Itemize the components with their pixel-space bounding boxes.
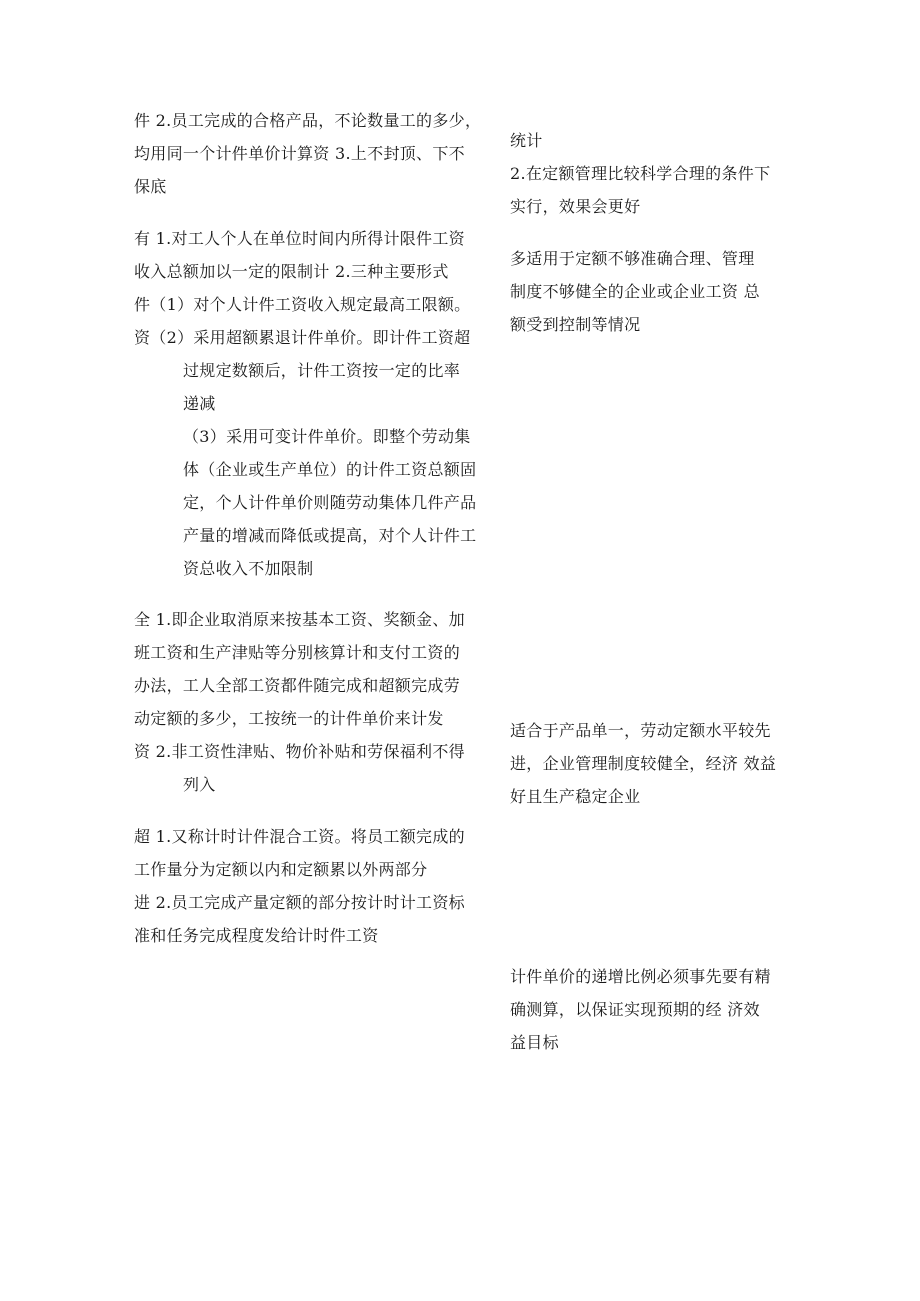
text-line: 件（1）对个人计件工资收入规定最高工限额。 <box>134 295 471 314</box>
text-line: 定，个人计件单价则随劳动集体几件产品 <box>183 493 477 512</box>
text-line: 班工资和生产津贴等分别核算计和支付工资的 <box>134 643 461 662</box>
text-line: 全 1.即企业取消原来按基本工资、奖额金、加 <box>134 610 465 629</box>
text-line: 体（企业或生产单位）的计件工资总额固 <box>183 460 477 479</box>
text-line: 超 1.又称计时计件混合工资。将员工额完成的 <box>134 827 465 846</box>
text-line: 件 2.员工完成的合格产品，不论数量工的多少， <box>134 111 482 130</box>
text-line: 资 2.非工资性津贴、物价补贴和劳保福利不得 <box>134 742 465 761</box>
text-line: 收入总额加以一定的限制计 2.三种主要形式 <box>134 262 449 281</box>
text-line: 2.在定额管理比较科学合理的条件下 <box>510 164 771 183</box>
text-line: 进，企业管理制度较健全，经济 效益 <box>510 754 777 773</box>
text-line: 适合于产品单一，劳动定额水平较先 <box>510 721 771 740</box>
text-line: 过规定数额后，计件工资按一定的比率 <box>183 361 461 380</box>
text-line: 实行，效果会更好 <box>510 197 641 216</box>
text-line: 有 1.对工人个人在单位时间内所得计限件工资 <box>134 229 465 248</box>
text-line: 统计 <box>510 131 543 150</box>
text-line: 进 2.员工完成产量定额的部分按计时计工资标 <box>134 893 465 912</box>
text-line: 多适用于定额不够准确合理、管理 <box>510 249 755 268</box>
text-line: 产量的增减而降低或提高，对个人计件工 <box>183 526 477 545</box>
text-line: 好且生产稳定企业 <box>510 787 641 806</box>
text-line: 额受到控制等情况 <box>510 315 641 334</box>
text-line: 益目标 <box>510 1033 559 1052</box>
text-line: 保底 <box>134 177 167 196</box>
text-line: 列入 <box>183 775 216 794</box>
text-line: 办法，工人全部工资都件随完成和超额完成劳 <box>134 676 461 695</box>
text-line: 确测算，以保证实现预期的经 济效 <box>510 1000 760 1019</box>
text-line: 工作量分为定额以内和定额累以外两部分 <box>134 860 428 879</box>
text-line: 递减 <box>183 394 216 413</box>
text-line: 资总收入不加限制 <box>183 559 314 578</box>
text-line: 均用同一个计件单价计算资 3.上不封顶、下不 <box>134 144 465 163</box>
text-line: 资（2）采用超额累退计件单价。即计件工资超 <box>134 328 471 347</box>
text-line: 准和任务完成程度发给计时件工资 <box>134 926 379 945</box>
text-line: 动定额的多少，工按统一的计件单价来计发 <box>134 709 444 728</box>
text-line: （3）采用可变计件单价。即整个劳动集 <box>183 427 471 446</box>
text-line: 制度不够健全的企业或企业工资 总 <box>510 282 760 301</box>
text-line: 计件单价的递增比例必须事先要有精 <box>510 967 771 986</box>
